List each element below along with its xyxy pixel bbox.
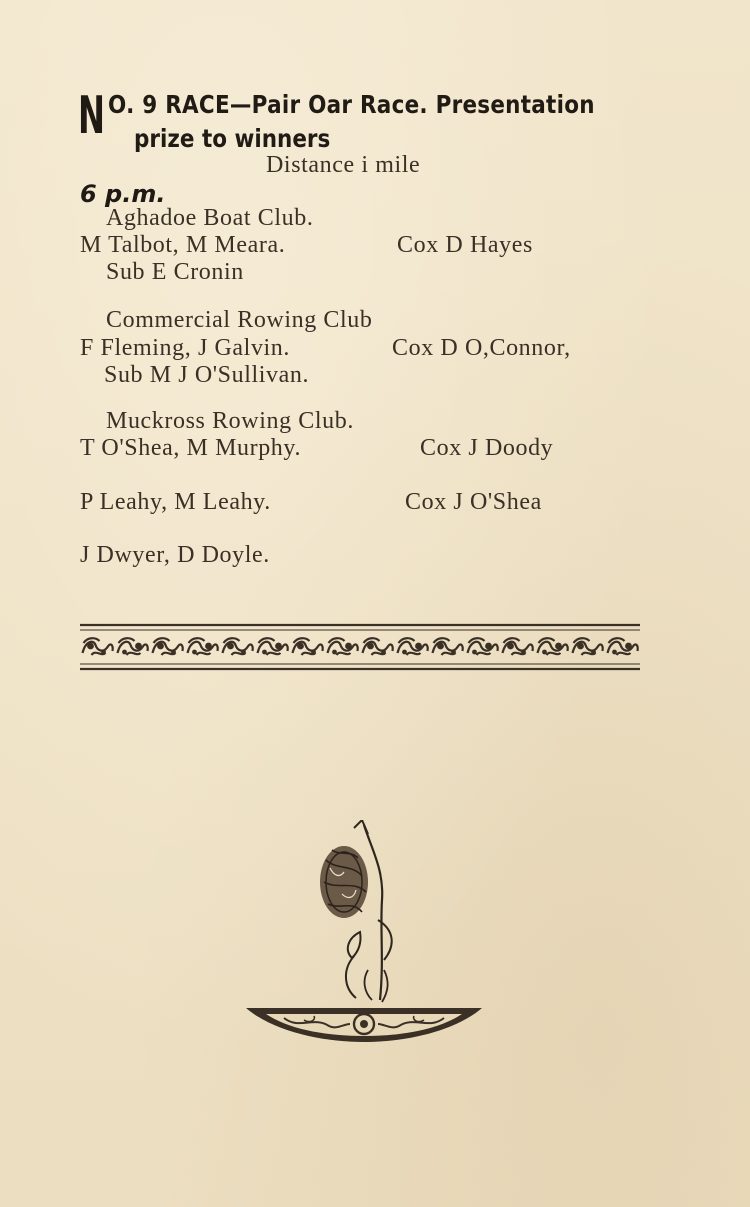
race-number-initial: N	[78, 86, 105, 146]
floral-emblem-ornament	[244, 820, 484, 1045]
divider-flourish	[538, 638, 568, 655]
divider-flourish	[188, 638, 218, 655]
entry-3-crew: T O'Shea, M Murphy.	[80, 435, 302, 461]
entry-5-crew: J Dwyer, D Doyle.	[80, 542, 270, 568]
race-title: O. 9 RACE—Pair Oar Race. Presentation	[108, 90, 595, 119]
entry-4-cox: Cox J O'Shea	[405, 489, 542, 515]
divider-flourish	[468, 638, 498, 655]
entry-3-cox: Cox J Doody	[420, 435, 554, 461]
race-time: 6 p.m.	[80, 180, 166, 208]
divider-flourish	[258, 638, 288, 655]
entry-2-cox: Cox D O,Connor,	[392, 335, 571, 361]
entry-2-club: Commercial Rowing Club	[106, 307, 373, 333]
divider-flourish	[503, 638, 533, 655]
divider-flourish	[293, 638, 323, 655]
divider-flourish	[398, 638, 428, 655]
divider-flourish	[153, 638, 183, 655]
entry-2-crew: F Fleming, J Galvin.	[80, 335, 291, 361]
ornamental-base	[246, 1008, 482, 1042]
divider-flourish	[573, 638, 603, 655]
race-prize: prize to winners	[134, 124, 331, 153]
divider-flourish	[363, 638, 393, 655]
chrysanthemum-flower	[320, 846, 368, 918]
divider-flourish	[83, 638, 113, 655]
race-distance: Distance i mile	[266, 152, 421, 178]
divider-flourish	[223, 638, 253, 655]
entry-1-club: Aghadoe Boat Club.	[106, 205, 314, 231]
entry-1-crew: M Talbot, M Meara.	[80, 232, 286, 258]
divider-flourish	[433, 638, 463, 655]
entry-1-cox: Cox D Hayes	[397, 232, 533, 258]
entry-3-club: Muckross Rowing Club.	[106, 408, 354, 434]
divider-flourish	[328, 638, 358, 655]
divider-flourish	[608, 638, 638, 655]
entry-2-sub: Sub M J O'Sullivan.	[104, 362, 310, 388]
ornamental-divider	[80, 622, 640, 672]
entry-1-sub: Sub E Cronin	[106, 259, 244, 285]
divider-flourish	[118, 638, 148, 655]
entry-4-crew: P Leahy, M Leahy.	[80, 489, 271, 515]
